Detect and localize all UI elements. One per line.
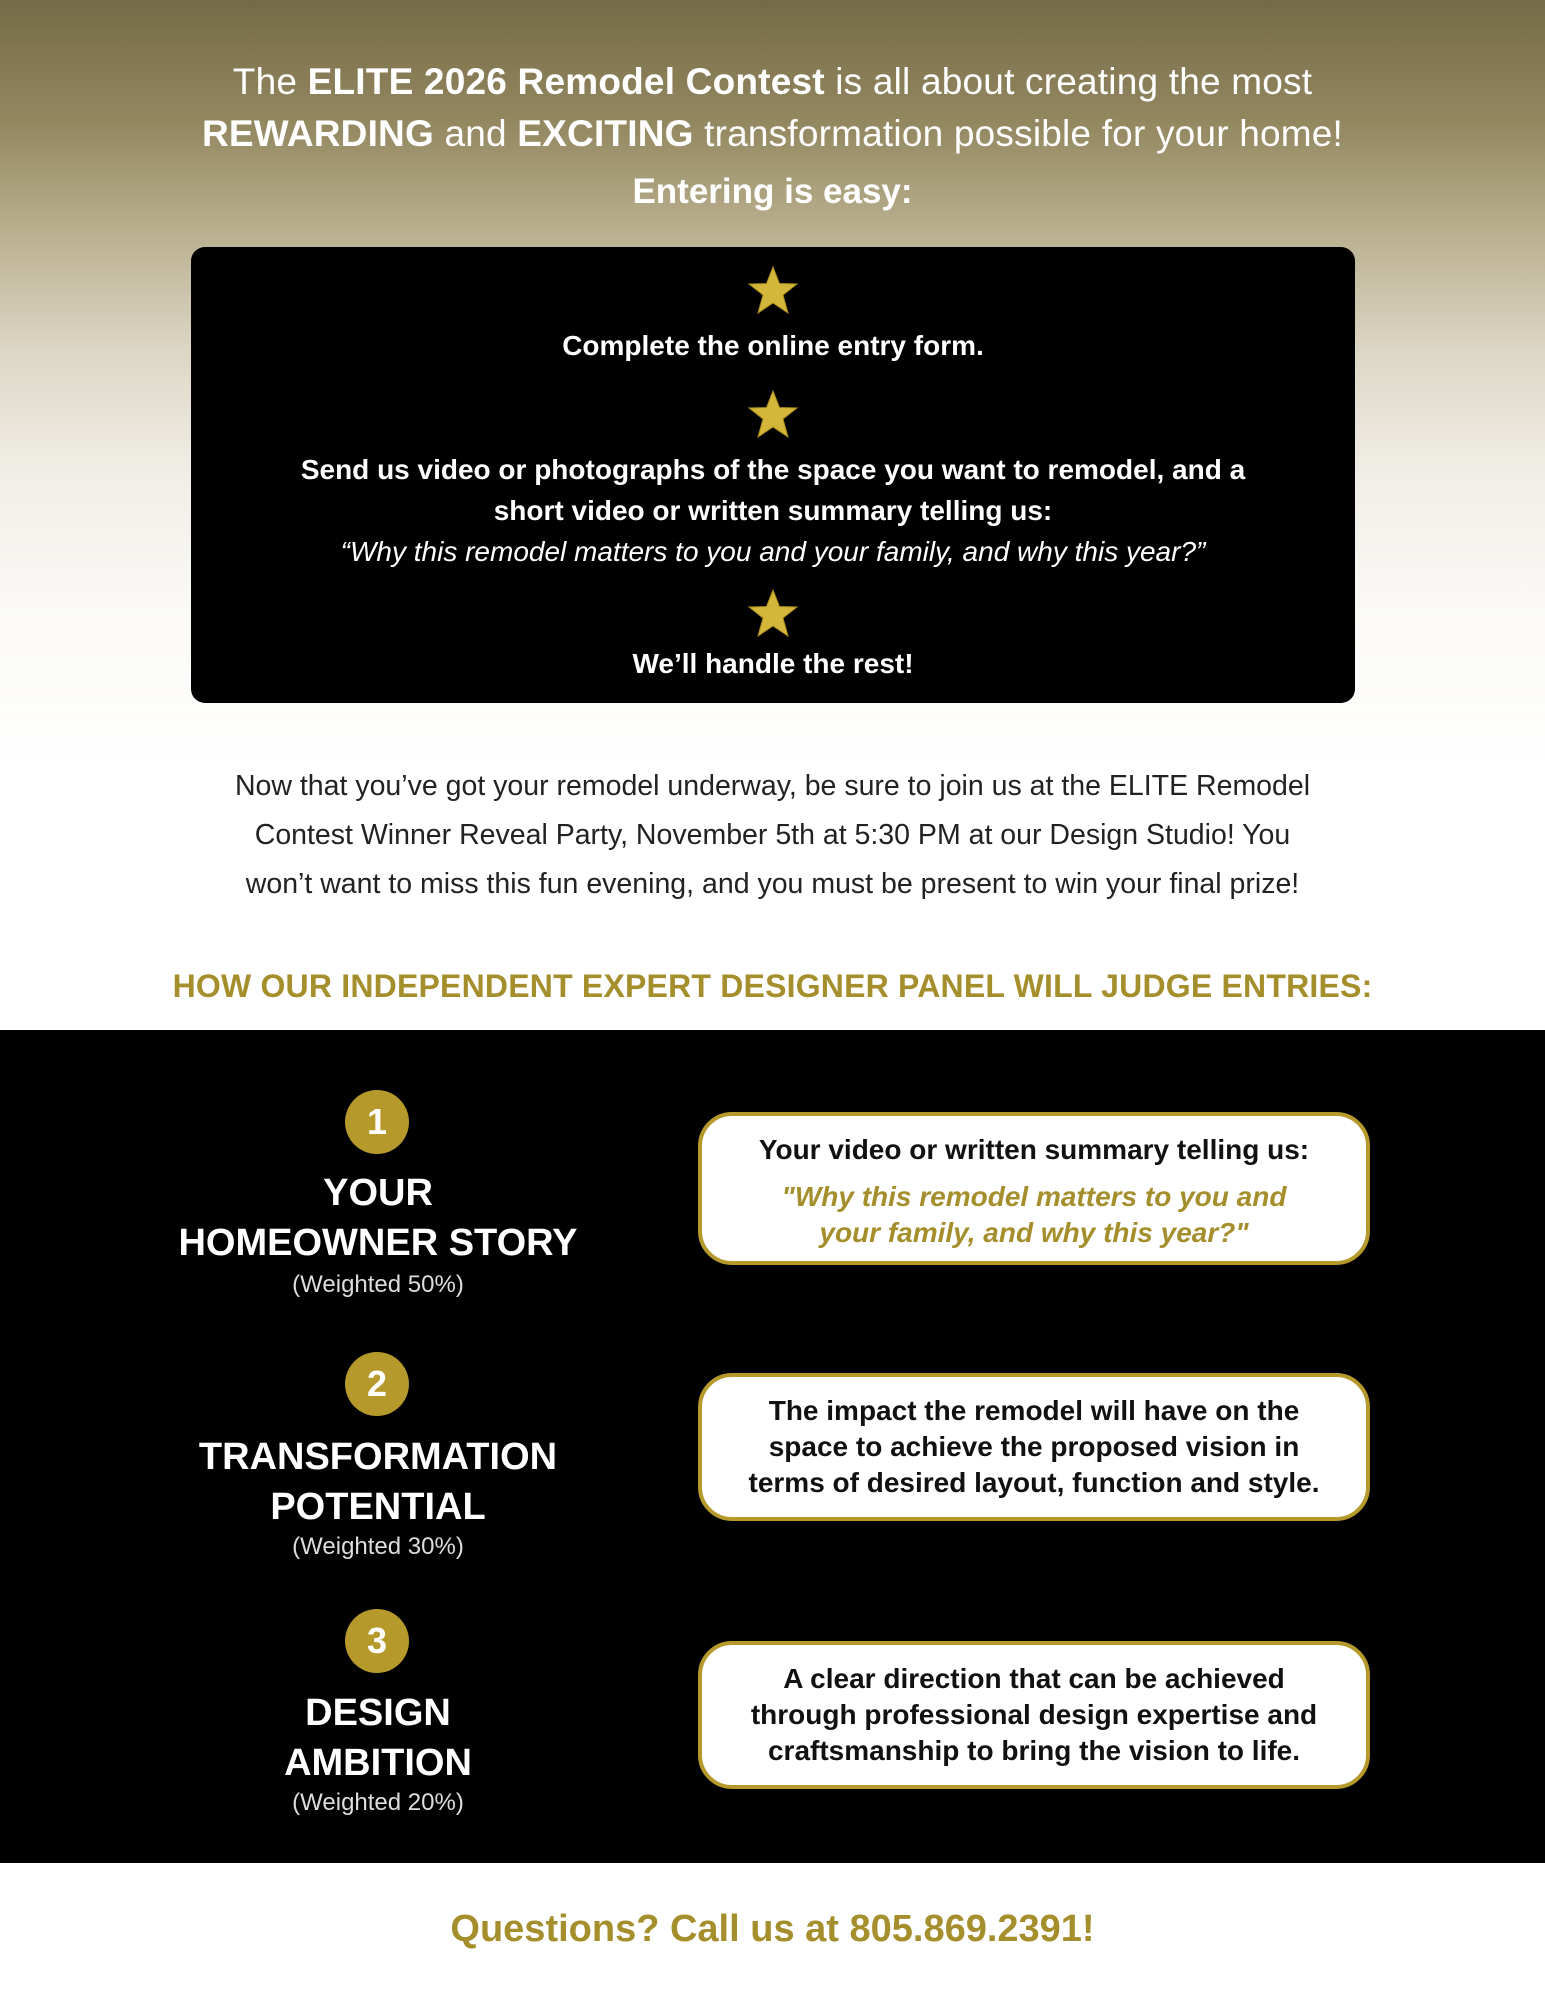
star-icon (747, 389, 799, 439)
criterion-3-description (698, 1641, 1370, 1789)
reveal-party-paragraph (150, 762, 1395, 909)
criterion-1-number-badge: 1 (345, 1090, 409, 1154)
criterion-2-number-badge: 2 (345, 1352, 409, 1416)
criterion-desc-quote: your family, and why this year?" (819, 1217, 1249, 1248)
entry-steps-box (191, 247, 1355, 703)
intro-line-2 (0, 108, 1545, 160)
criterion-2-weight: (Weighted 30%) (292, 1533, 464, 1560)
criterion-title-line: AMBITION (284, 1742, 472, 1784)
intro-text-part: transformation possible for your home! (693, 113, 1344, 154)
rewarding-word: REWARDING (201, 113, 434, 154)
step-2-line-2: short video or written summary telling us: (493, 495, 1053, 526)
contest-name: ELITE 2026 Remodel Contest (307, 61, 825, 102)
entering-heading: Entering is easy: (632, 172, 913, 211)
step-2-line-1: Send us video or photographs of the space you want to remodel, and a (300, 454, 1246, 485)
step-1-text: Complete the online entry form. (562, 330, 984, 361)
criterion-desc-line: A clear direction that can be achieved (783, 1663, 1285, 1694)
star-icon (747, 265, 799, 315)
criterion-3-weight: (Weighted 20%) (292, 1789, 464, 1816)
questions-call-footer: Questions? Call us at 805.869.2391! (450, 1908, 1095, 1950)
party-line-3: won’t want to miss this fun evening, and you must be present to win your final prize! (245, 868, 1300, 900)
criterion-desc-line: craftsmanship to bring the vision to life. (767, 1735, 1301, 1766)
intro-text-part: is all about creating the most (824, 61, 1313, 102)
judging-heading: HOW OUR INDEPENDENT EXPERT DESIGNER PANEL WILL JUDGE ENTRIES: (172, 968, 1373, 1004)
party-line-1: Now that you’ve got your remodel underway, be sure to join us at the ELITE Remodel (234, 770, 1311, 802)
criterion-1-description (698, 1112, 1370, 1265)
criterion-desc-line: The impact the remodel will have on the (768, 1395, 1300, 1426)
intro-line-1 (0, 56, 1545, 108)
party-line-2: Contest Winner Reveal Party, November 5th at 5:30 PM at our Design Studio! You (254, 819, 1291, 851)
criterion-2-title (120, 1432, 636, 1532)
criterion-desc-line: Your video or written summary telling us: (758, 1134, 1310, 1165)
criterion-title-line: YOUR (323, 1172, 433, 1214)
intro-text-part: The (232, 61, 308, 102)
criterion-2-description (698, 1373, 1370, 1521)
criterion-title-line: TRANSFORMATION (198, 1436, 558, 1478)
step-2-quote: “Why this remodel matters to you and your family, and why this year?” (340, 536, 1206, 567)
criterion-desc-line: space to achieve the proposed vision in (768, 1431, 1300, 1462)
step-3-text: We’ll handle the rest! (632, 648, 914, 679)
criterion-1-weight: (Weighted 50%) (292, 1271, 464, 1298)
criterion-title-line: HOMEOWNER STORY (178, 1222, 578, 1264)
criterion-desc-line: through professional design expertise and (750, 1699, 1318, 1730)
criterion-desc-line: terms of desired layout, function and style. (748, 1467, 1320, 1498)
criterion-title-line: POTENTIAL (270, 1486, 486, 1528)
criterion-desc-quote: "Why this remodel matters to you and (781, 1181, 1287, 1212)
intro-text-part: and (433, 113, 518, 154)
intro-text (0, 56, 1545, 160)
criterion-3-number-badge: 3 (345, 1609, 409, 1673)
exciting-word: EXCITING (517, 113, 694, 154)
star-icon (747, 588, 799, 638)
criterion-1-title (120, 1168, 636, 1268)
criterion-title-line: DESIGN (305, 1692, 451, 1734)
criterion-3-title (120, 1688, 636, 1788)
